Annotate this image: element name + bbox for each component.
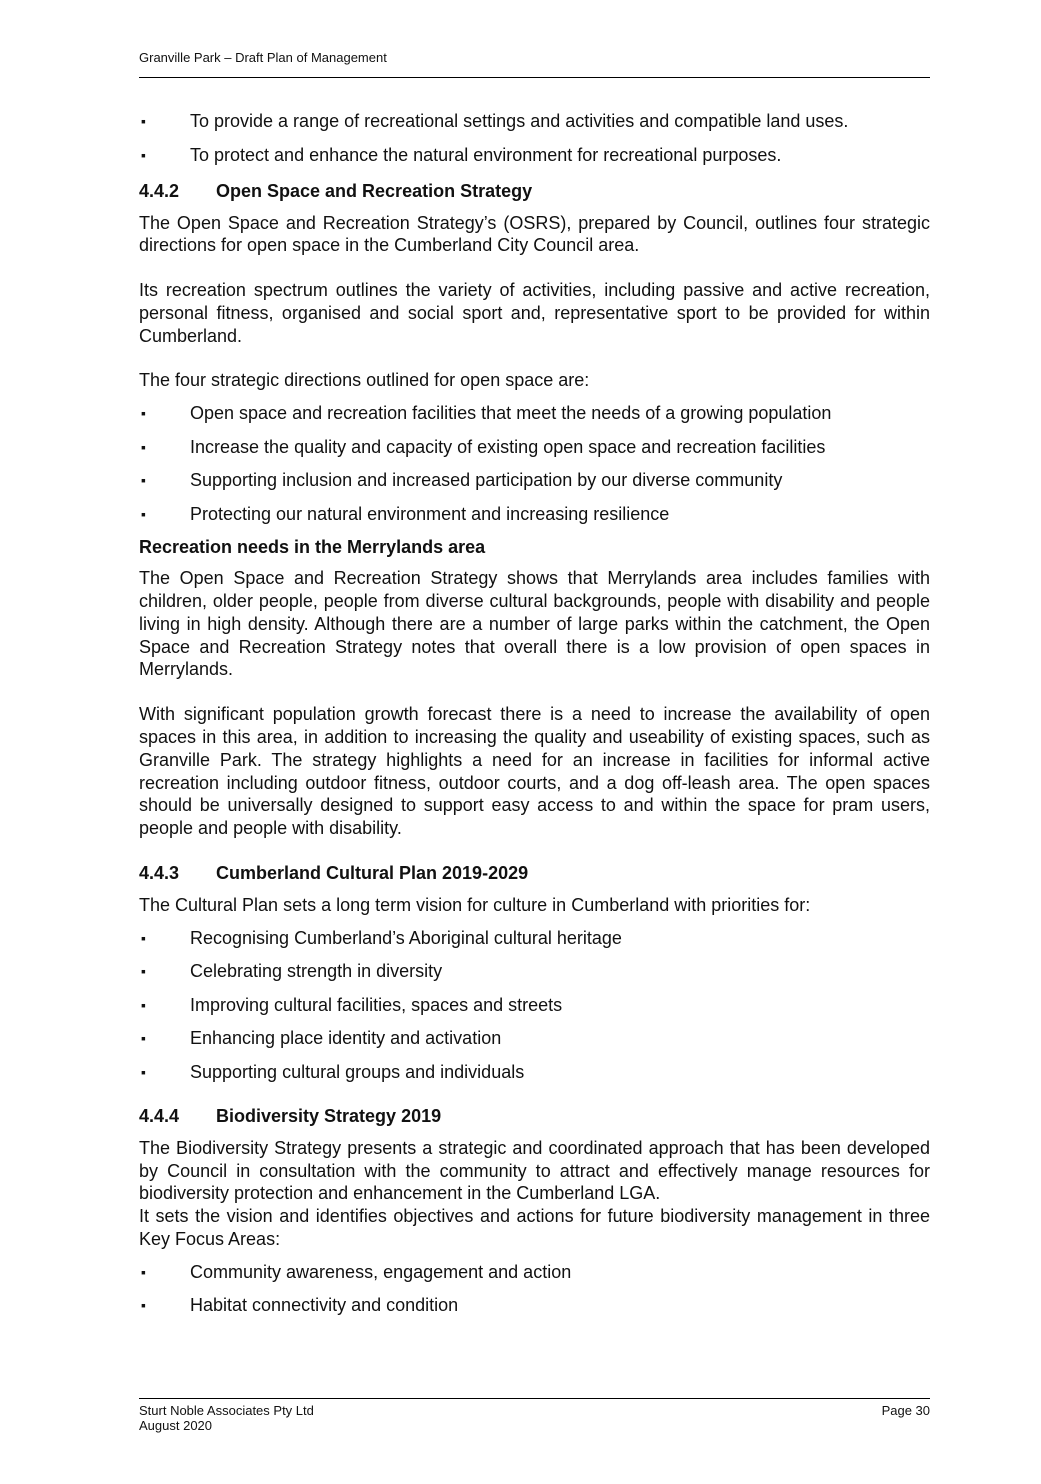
page-footer bbox=[139, 1398, 930, 1433]
list-item: ▪ Recognising Cumberland’s Aboriginal cultural heritage bbox=[141, 927, 622, 948]
paragraph: The Cultural Plan sets a long term vision for culture in Cumberland with priorities for: bbox=[139, 895, 811, 916]
subheading: Recreation needs in the Merrylands area bbox=[139, 537, 486, 558]
square-bullet-icon: ▪ bbox=[141, 1263, 146, 1280]
paragraph: The Biodiversity Strategy presents a strategic and coordinated approach that has been developed by Council in consultation with the community to attract and effectively manage resources for biodiversity protection and enhancement in the Cumberland LGA. bbox=[139, 1137, 930, 1204]
list-item: ▪ Protecting our natural environment and increasing resilience bbox=[141, 503, 670, 524]
section-title: Open Space and Recreation Strategy bbox=[216, 180, 533, 201]
square-bullet-icon: ▪ bbox=[141, 405, 146, 422]
section-number: 4.4.4 bbox=[139, 1105, 180, 1126]
paragraph: The Open Space and Recreation Strategy shows that Merrylands area includes families with children, older people, people from diverse cultural backgrounds, people with disability and people living in high density. Although there are a number of large parks within the catchment, the Open Space and Recreation Strategy notes that overall there is a low provision of open spaces in Merrylands. bbox=[139, 568, 930, 680]
square-bullet-icon: ▪ bbox=[141, 996, 146, 1013]
paragraph: With significant population growth forecast there is a need to increase the availability of open spaces in this area, in addition to increasing the quality and useability of existing spaces, such as Granville Park. The strategy highlights a need for an increase in facilities for informal active recreation including outdoor fitness, outdoor courts, and a dog off-leash area. The open spaces should be universally designed to support easy access to and within the space for pram users, people and people with disability. bbox=[139, 704, 930, 839]
section-title: Biodiversity Strategy 2019 bbox=[216, 1105, 442, 1126]
page-content bbox=[139, 110, 930, 1328]
footer-date: August 2020 bbox=[139, 1418, 213, 1433]
key-focus-areas-list bbox=[139, 1261, 930, 1317]
list-item: ▪ Celebrating strength in diversity bbox=[141, 961, 443, 982]
header-title: Granville Park – Draft Plan of Management bbox=[139, 50, 387, 65]
list-item: ▪ Community awareness, engagement and action bbox=[141, 1261, 572, 1282]
square-bullet-icon: ▪ bbox=[141, 929, 146, 946]
square-bullet-icon: ▪ bbox=[141, 1063, 146, 1080]
paragraph: Its recreation spectrum outlines the variety of activities, including passive and active recreation, personal fitness, organised and social sport and, representative sport to be provided for within Cumberland. bbox=[139, 280, 930, 346]
section-heading-4-4-4 bbox=[139, 1105, 930, 1127]
list-item: ▪ Enhancing place identity and activation bbox=[141, 1028, 502, 1049]
list-item: ▪ To protect and enhance the natural environment for recreational purposes. bbox=[141, 144, 782, 165]
square-bullet-icon: ▪ bbox=[141, 113, 146, 129]
square-bullet-icon: ▪ bbox=[141, 438, 146, 455]
page-number: Page 30 bbox=[881, 1403, 930, 1418]
cultural-priorities-list bbox=[139, 927, 930, 1083]
list-item: ▪ To provide a range of recreational settings and activities and compatible land uses. bbox=[141, 111, 849, 131]
list-item: ▪ Increase the quality and capacity of existing open space and recreation facilities bbox=[141, 436, 826, 457]
section-number: 4.4.2 bbox=[139, 180, 180, 201]
square-bullet-icon: ▪ bbox=[141, 472, 146, 489]
square-bullet-icon: ▪ bbox=[141, 1030, 146, 1047]
top-bullet-list bbox=[139, 110, 930, 166]
strategic-directions-list bbox=[139, 402, 930, 525]
section-heading-4-4-2 bbox=[139, 180, 930, 202]
square-bullet-icon: ▪ bbox=[141, 505, 146, 522]
paragraph: It sets the vision and identifies objectives and actions for future biodiversity management in three Key Focus Areas: bbox=[139, 1206, 930, 1250]
page-header bbox=[139, 50, 930, 78]
square-bullet-icon: ▪ bbox=[141, 1297, 146, 1314]
section-number: 4.4.3 bbox=[139, 863, 180, 884]
section-title: Cumberland Cultural Plan 2019-2029 bbox=[216, 863, 529, 884]
list-item: ▪ Habitat connectivity and condition bbox=[141, 1295, 459, 1316]
list-item: ▪ Supporting cultural groups and individuals bbox=[141, 1061, 525, 1082]
square-bullet-icon: ▪ bbox=[141, 146, 146, 163]
paragraph: The Open Space and Recreation Strategy’s (OSRS), prepared by Council, outlines four strategic directions for open space in the Cumberland City Council area. bbox=[139, 212, 930, 256]
list-item: ▪ Supporting inclusion and increased participation by our diverse community bbox=[141, 470, 783, 491]
footer-company: Sturt Noble Associates Pty Ltd bbox=[139, 1403, 314, 1418]
square-bullet-icon: ▪ bbox=[141, 963, 146, 980]
paragraph: The four strategic directions outlined for open space are: bbox=[139, 370, 590, 391]
list-item: ▪ Open space and recreation facilities that meet the needs of a growing population bbox=[141, 403, 832, 424]
section-heading-4-4-3 bbox=[139, 862, 930, 884]
list-item: ▪ Improving cultural facilities, spaces and streets bbox=[141, 994, 563, 1015]
